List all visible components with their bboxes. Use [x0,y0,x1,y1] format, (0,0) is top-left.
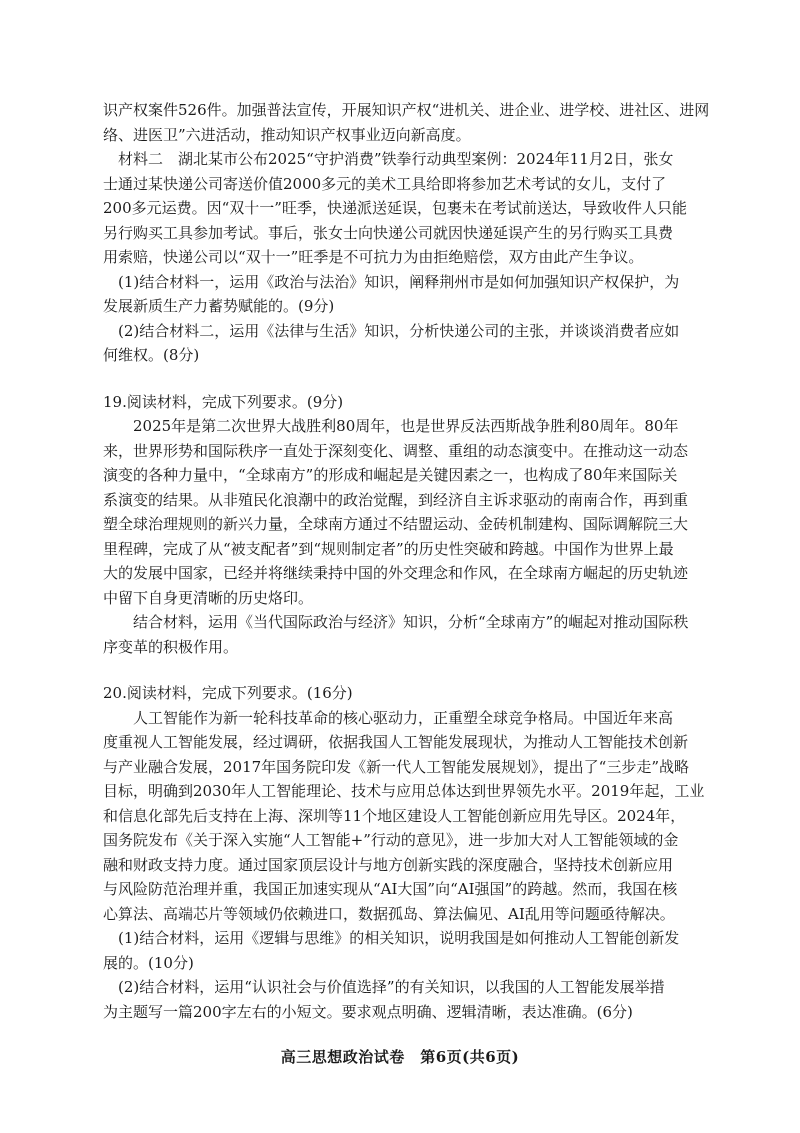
text-line: 用索赔，快递公司以“双十一”旺季是不可抗力为由拒绝赔偿，双方由此产生争议。 [103,248,644,266]
text-line: 与产业融合发展，2017年国务院印发《新一代人工智能发展规划》，提出了“三步走”战略 [103,757,690,776]
text-line: 目标，明确到2030年人工智能理论、技术与应用总体达到世界领先水平。2019年起，工业 [103,782,705,800]
text-line: 识产权案件526件。加强普法宣传，开展知识产权“进机关、进企业、进学校、进社区、进网 [103,101,710,119]
text-line: 展的。(10分) [103,953,194,972]
material-two [103,147,713,270]
text-line: 络、进医卫”六进活动，推动知识产权事业迈向新高度。 [103,125,471,144]
text-line: 中留下自身更清晰的历史烙印。 [103,588,314,607]
text-line: 心算法、高端芯片等领域仍依赖进口，数据孤岛、算法偏见、AI乱用等问题亟待解决。 [103,904,675,923]
text-line: 200多元运费。因“双十一”旺季，快递派送延误，包裹未在考试前送达，导致收件人只能 [103,199,687,217]
text-line: (1)结合材料一，运用《政治与法治》知识，阐释荆州市是如何加强知识产权保护，为 [118,272,680,291]
text-line: 与风险防范治理并重，我国正加速实现从“AI大国”向“AI强国”的跨越。然而，我国在核 [103,880,678,898]
text-line: 里程碑，完成了从“被支配者”到“规则制定者”的历史性突破和跨越。中国作为世界上最 [103,539,674,558]
text-line: 融和财政支持力度。通过国家顶层设计与地方创新实践的深度融合，坚持技术创新应用 [103,855,674,874]
text-line: 士通过某快递公司寄送价值2000多元的美术工具给即将参加艺术考试的女儿，支付了 [103,174,667,193]
text-line: 为主题写一篇200字左右的小短文。要求观点明确、逻辑清晰，表达准确。(6分) [103,1002,633,1021]
text-line: 另行购买工具参加考试。事后，张女士向快递公司就因快递延误产生的另行购买工具费 [103,223,674,242]
question-19 [103,390,713,660]
text-line: 和信息化部先后支持在上海、深圳等11个地区建设人工智能创新应用先导区。2024年， [103,806,686,825]
page-footer: 高三思想政治试卷 第6页(共6页) [280,1048,520,1066]
text-line: 人工智能作为新一轮科技革命的核心驱动力，正重塑全球竞争格局。中国近年来高 [133,708,674,727]
text-line: 何维权。(8分) [103,346,200,364]
text-line: 大的发展中国家，已经并将继续秉持中国的外交理念和作风，在全球南方崛起的历史轨迹 [103,564,689,582]
text-line: 国务院发布《关于深入实施“人工智能+”行动的意见》，进一步加大对人工智能领域的金 [103,831,679,849]
question-20-heading: 20.阅读材料，完成下列要求。(16分) [103,684,353,702]
q18-subquestion-2 [103,319,713,368]
text-line: 演变的各种力量中，“全球南方”的形成和崛起是关键因素之一，也构成了80年来国际关 [103,466,678,484]
material-two-heading-line: 材料二 湖北某市公布2025“守护消费”铁拳行动典型案例：2024年11月2日，张女 [118,150,674,168]
text-line: 发展新质生产力蓄势赋能的。(9分) [103,297,335,315]
exam-page [103,98,713,1024]
text-line: (2)结合材料二，运用《法律与生活》知识，分析快递公司的主张，并谈谈消费者应如 [118,321,680,340]
text-line: (2)结合材料，运用“认识社会与价值选择”的有关知识，以我国的人工智能发展举措 [118,978,665,996]
text-line: 结合材料，运用《当代国际政治与经济》知识，分析“全球南方”的崛起对推动国际秩 [133,613,689,631]
text-line: 度重视人工智能发展，经过调研，依据我国人工智能发展现状，为推动人工智能技术创新 [103,733,689,751]
text-line: (1)结合材料，运用《逻辑与思维》的相关知识，说明我国是如何推动人工智能创新发 [118,929,680,947]
question-20 [103,681,713,1024]
question-19-heading: 19.阅读材料，完成下列要求。(9分) [103,392,344,411]
text-line: 2025年是第二次世界大战胜利80周年，也是世界反法西斯战争胜利80周年。80年 [133,417,679,435]
text-line: 系演变的结果。从非殖民化浪潮中的政治觉醒，到经济自主诉求驱动的南南合作，再到重 [103,490,689,509]
material-one-continuation [103,98,713,147]
text-line: 塑全球治理规则的新兴力量，全球南方通过不结盟运动、金砖机制建构、国际调解院三大 [103,515,689,533]
q18-subquestion-1 [103,270,713,319]
text-line: 序变革的积极作用。 [103,637,239,656]
text-line: 来，世界形势和国际秩序一直处于深刻变化、调整、重组的动态演变中。在推动这一动态 [103,441,689,460]
